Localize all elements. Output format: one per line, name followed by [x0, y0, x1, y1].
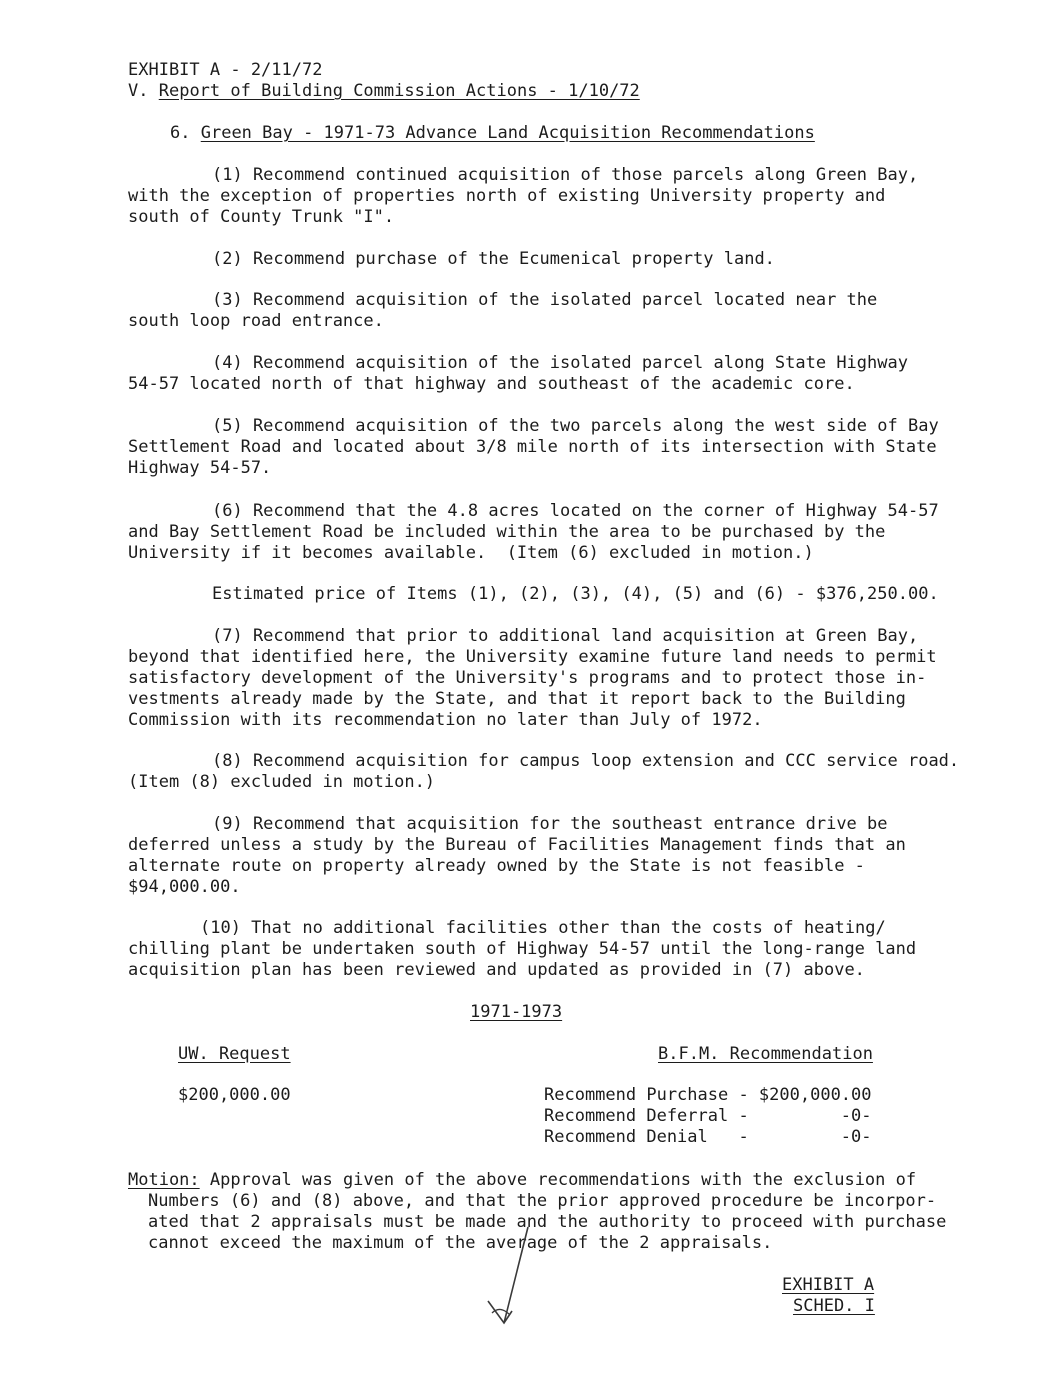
paragraph-line: deferred unless a study by the Bureau of Facilities Management finds that an	[128, 835, 906, 855]
paragraph-2	[0, 249, 775, 270]
paragraph-7	[0, 626, 937, 731]
item-number: 6.	[170, 123, 191, 143]
paragraph-line: acquisition plan has been reviewed and updated as provided in (7) above.	[128, 960, 865, 980]
paragraph-line: and Bay Settlement Road be included within the area to be purchased by the	[128, 522, 886, 542]
motion-first-line	[128, 1170, 916, 1191]
paragraph-9	[0, 814, 906, 898]
biennium-heading: 1971-1973	[470, 1002, 563, 1022]
paragraph-line: Commission with its recommendation no later than July of 1972.	[128, 710, 763, 730]
paragraph-line: (8) Recommend acquisition for campus loop extension and CCC service road.	[212, 751, 960, 771]
estimated-price	[0, 584, 939, 605]
paragraph-line: satisfactory development of the University's programs and to protect those in-	[128, 668, 927, 688]
recommendation-item: Recommend Purchase - $200,000.00	[544, 1085, 872, 1105]
recommendation-list	[0, 1085, 872, 1148]
paragraph-line: University if it becomes available. (Item (6) excluded in motion.)	[128, 543, 814, 563]
paragraph-line: Settlement Road and located about 3/8 mile north of its intersection with State	[128, 437, 937, 457]
paragraph-line: 54-57 located north of that highway and southeast of the academic core.	[128, 374, 855, 394]
paragraph-line: south loop road entrance.	[128, 311, 384, 331]
request-value: $200,000.00	[178, 1085, 291, 1105]
paragraph-5	[0, 416, 939, 479]
paragraph-10	[0, 918, 916, 981]
handwritten-check-mark	[470, 1225, 560, 1335]
paragraph-1	[0, 165, 918, 228]
paragraph-line: (5) Recommend acquisition of the two parcels along the west side of Bay	[212, 416, 939, 436]
paragraph-3	[0, 290, 877, 332]
paragraph-line: south of County Trunk "I".	[128, 207, 395, 227]
footer-exhibit: EXHIBIT A	[782, 1275, 875, 1295]
paragraph-line: beyond that identified here, the University examine future land needs to permit	[128, 647, 937, 667]
request-header: UW. Request	[178, 1044, 291, 1064]
paragraph-line: Estimated price of Items (1), (2), (3), (4), (5) and (6) - $376,250.00.	[212, 584, 939, 604]
motion-text: Approval was given of the above recommendations with the exclusion of	[199, 1170, 917, 1190]
motion-line: Numbers (6) and (8) above, and that the prior approved procedure be incorpor-	[148, 1191, 937, 1211]
footer-schedule: SCHED. I	[793, 1296, 875, 1316]
paragraph-line: vestments already made by the State, and that it report back to the Building	[128, 689, 906, 709]
recommendation-header: B.F.M. Recommendation	[658, 1044, 873, 1064]
paragraph-line: (4) Recommend acquisition of the isolated parcel along State Highway	[212, 353, 908, 373]
motion-label: Motion:	[128, 1170, 200, 1190]
section-heading	[128, 81, 640, 102]
recommendation-item: Recommend Denial - -0-	[544, 1127, 872, 1147]
motion-line: ated that 2 appraisals must be made and the authority to proceed with purchase	[148, 1212, 947, 1232]
item-heading	[170, 123, 815, 144]
paragraph-line: chilling plant be undertaken south of Highway 54-57 until the long-range land	[128, 939, 917, 959]
paragraph-4	[0, 353, 908, 395]
paragraph-line: (1) Recommend continued acquisition of those parcels along Green Bay,	[212, 165, 919, 185]
paragraph-line: (Item (8) excluded in motion.)	[128, 772, 436, 792]
section-title: Report of Building Commission Actions - 1/10/72	[158, 81, 640, 101]
paragraph-line: alternate route on property already owned by the State is not feasible -	[128, 856, 865, 876]
paragraph-line: Highway 54-57.	[128, 458, 272, 478]
paragraph-line: (3) Recommend acquisition of the isolated parcel located near the	[212, 290, 878, 310]
section-number: V.	[128, 81, 149, 101]
paragraph-line: (9) Recommend that acquisition for the southeast entrance drive be	[212, 814, 888, 834]
paragraph-line: $94,000.00.	[128, 877, 241, 897]
exhibit-date-line: EXHIBIT A - 2/11/72	[128, 60, 323, 80]
paragraph-line: with the exception of properties north of existing University property and	[128, 186, 886, 206]
paragraph-6	[0, 501, 939, 564]
recommendation-item: Recommend Deferral - -0-	[544, 1106, 872, 1126]
motion-line: cannot exceed the maximum of the average of the 2 appraisals.	[148, 1233, 773, 1253]
paragraph-line: (6) Recommend that the 4.8 acres located on the corner of Highway 54-57	[212, 501, 939, 521]
paragraph-line: (2) Recommend purchase of the Ecumenical property land.	[212, 249, 775, 269]
paragraph-8	[0, 751, 959, 793]
item-title: Green Bay - 1971-73 Advance Land Acquisition Recommendations	[200, 123, 815, 143]
paragraph-line: (10) That no additional facilities other than the costs of heating/	[200, 918, 886, 938]
paragraph-line: (7) Recommend that prior to additional land acquisition at Green Bay,	[212, 626, 919, 646]
